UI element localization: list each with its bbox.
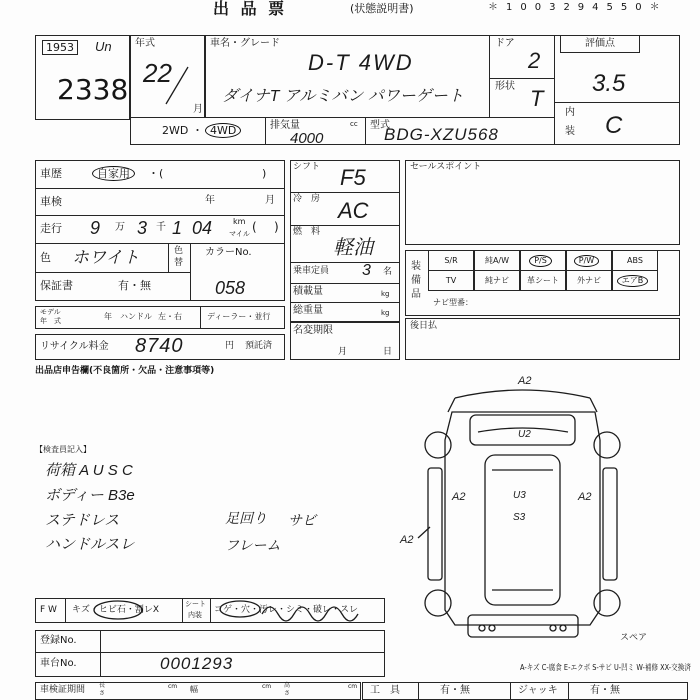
history-paren-close: ) <box>262 167 267 180</box>
equipment-item-label: 純A/W <box>484 256 510 265</box>
gross-weight-unit: kg <box>381 309 390 317</box>
fuel-value: 軽油 <box>333 237 373 259</box>
equipment-item <box>520 250 566 271</box>
interior-label-bottom: 装 <box>565 126 575 137</box>
recycle-unit: 円 <box>225 341 235 351</box>
registration-divider <box>100 630 101 653</box>
capacity-value: 3 <box>362 262 371 279</box>
handle-label: ハンドル <box>120 312 152 321</box>
equipment-item <box>428 270 474 291</box>
chassis-value: 0001293 <box>160 654 234 673</box>
certificate-length-top: 長 <box>99 682 106 689</box>
load-label: 積載量 <box>293 286 323 297</box>
mileage-paren-close: ) <box>274 220 279 234</box>
damage-mark: S3 <box>513 512 526 523</box>
side-step-right <box>603 468 617 580</box>
fw-seat-damage: コゲ・穴・汚レ・シミ・破レ・スレ <box>214 605 359 615</box>
score-value: 3.5 <box>592 70 626 97</box>
name-change-month: 月 <box>338 347 348 357</box>
damage-mark: A2 <box>578 491 592 503</box>
shape-label: 形状 <box>495 81 515 92</box>
tail-light <box>489 625 495 631</box>
damage-mark: A2 <box>452 491 466 503</box>
capacity-unit: 名 <box>383 267 393 277</box>
tail-light <box>560 625 566 631</box>
jack-label: ジャッキ <box>518 685 558 696</box>
mileage-sen: 3 <box>137 218 148 238</box>
displacement-value: 4000 <box>290 130 324 147</box>
color-number-value: 058 <box>215 278 246 298</box>
wheel-rear-left <box>425 590 451 616</box>
fw-divider <box>65 598 66 623</box>
equipment-label-1: 装 <box>411 261 421 272</box>
mileage-man: 9 <box>90 218 101 238</box>
jack-options: 有・無 <box>590 685 620 696</box>
inspector-note: 荷箱 A U S C <box>45 462 133 479</box>
vehicle-model: D-T 4WD <box>308 50 414 75</box>
model-code-label: 型式 <box>370 120 390 131</box>
fw-seat-top: シート <box>185 600 206 608</box>
tail-light <box>479 625 485 631</box>
mirror-arm-right <box>590 398 597 412</box>
fw-glass-damage: キズ・ヒビ石・割レX <box>72 605 159 615</box>
equipment-item-label: P/W <box>574 255 599 267</box>
certificate-unit: cm <box>348 683 358 690</box>
import-options: ディーラー・並行 <box>207 312 271 321</box>
spare-label: スペア <box>620 633 648 643</box>
inspector-note: ステドレス <box>45 512 120 529</box>
inspection-year-label: 年 <box>205 195 215 206</box>
serial-number: ＊1003294550＊ <box>488 2 668 13</box>
gross-weight-label: 総重量 <box>293 305 323 316</box>
capacity-label: 乗車定員 <box>293 266 330 276</box>
certificate-height-bottom: さ <box>284 690 291 697</box>
name-change-day: 日 <box>383 347 393 357</box>
equipment-item <box>428 250 474 271</box>
history-value: 自家用 <box>92 166 135 181</box>
equipment-item <box>474 250 520 271</box>
mileage-rest-a: 1 <box>172 218 183 238</box>
equipment-item-label: ABS <box>627 256 643 265</box>
inspector-note: 足回り <box>225 510 267 526</box>
score-label: 評価点 <box>585 38 615 49</box>
certificate-width-label: 幅 <box>190 685 198 694</box>
color-change-top: 色 <box>174 246 184 256</box>
recycle-value: 8740 <box>135 335 184 357</box>
mileage-paren-open: ( <box>252 220 257 234</box>
tail-light <box>550 625 556 631</box>
rear-bumper <box>468 615 578 637</box>
equipment-item <box>566 270 612 291</box>
shift-label: シフト <box>293 162 321 172</box>
later-payment-label: 後日払 <box>410 321 438 331</box>
drive-2wd: 2WD <box>162 124 189 137</box>
wheel-front-left <box>425 432 451 458</box>
equipment-item <box>474 270 520 291</box>
displacement-unit: cc <box>350 120 358 128</box>
jack-divider <box>568 682 569 700</box>
interior-label-top: 内 <box>565 107 575 118</box>
color-change-bottom: 替 <box>174 258 184 268</box>
inspection-label: 車検 <box>40 195 62 208</box>
mileage-man-label: 万 <box>115 222 125 233</box>
equipment-item-label: P/S <box>529 255 552 267</box>
handle-options: 左・右 <box>158 312 182 321</box>
certificate-unit: cm <box>262 683 272 690</box>
registration-label: 登録No. <box>40 635 77 646</box>
inspection-month-label: 月 <box>265 195 275 206</box>
sales-point-box <box>405 160 680 245</box>
equipment-item <box>566 250 612 271</box>
vehicle-outline <box>445 412 600 625</box>
color-label: 色 <box>40 251 51 264</box>
lot-mark: Un <box>95 39 112 54</box>
tools-divider <box>418 682 419 700</box>
drive-4wd: 4WD <box>205 123 241 138</box>
damage-mark: A2 <box>400 534 414 546</box>
mileage-rest-b: 04 <box>192 218 213 238</box>
model-code-value: BDG-XZU568 <box>384 125 499 144</box>
displacement-label: 排気量 <box>270 120 300 131</box>
seller-notes-label: 出品店申告欄(不良箇所・欠品・注意事項等) <box>35 366 215 376</box>
tools-options: 有・無 <box>440 685 470 696</box>
lot-code: 1953 <box>42 40 78 55</box>
sheet-title: 出 品 票 <box>213 0 288 18</box>
damage-mark: A2 <box>518 375 532 387</box>
shape-value: T <box>530 86 544 111</box>
year-label: 年式 <box>135 38 155 49</box>
inspector-note: サビ <box>288 512 316 528</box>
inspector-note: ボディー B3e <box>45 487 135 504</box>
vehicle-grade: ダイナT アルミバン パワーゲート <box>222 88 464 105</box>
inspector-note: ハンドルスレ <box>45 536 135 553</box>
sheet-subtitle: (状態説明書) <box>350 2 414 15</box>
equipment-label-2: 備 <box>411 275 421 286</box>
fw-seat-bottom: 内装 <box>188 611 202 619</box>
year-value: 22 <box>143 58 172 88</box>
later-payment-box <box>405 318 680 360</box>
lot-number: 2338 <box>57 73 129 106</box>
name-change-label: 名変期限 <box>293 325 333 336</box>
side-step-left <box>428 468 442 580</box>
certificate-unit: cm <box>168 683 178 690</box>
wheel-front-right <box>594 432 620 458</box>
equipment-item-label: 外ナビ <box>577 276 601 285</box>
inspection-row <box>35 188 285 216</box>
mirror-arm-left <box>448 398 455 412</box>
fw-label: F W <box>40 605 57 615</box>
certificate-length-bottom: さ <box>99 690 106 697</box>
damage-pointer <box>418 527 430 538</box>
history-paren-open: ・( <box>148 167 164 180</box>
interior-value: C <box>605 112 623 139</box>
front-bumper <box>455 390 590 398</box>
door-label: ドア <box>495 38 515 49</box>
model-year-label-top: モデル <box>40 308 61 316</box>
fw-divider <box>182 598 183 623</box>
history-label: 車歴 <box>40 167 62 180</box>
inspector-note: フレーム <box>225 537 281 553</box>
model-year-divider <box>200 306 201 329</box>
chassis-divider <box>100 652 101 677</box>
aircon-value: AC <box>338 198 369 223</box>
mileage-label: 走行 <box>40 222 62 235</box>
registration-row <box>35 630 385 653</box>
drive-separator: ・ <box>192 124 203 137</box>
equipment-item-label: 革シート <box>527 276 559 285</box>
color-value: ホワイト <box>72 248 140 267</box>
fw-divider <box>210 598 211 623</box>
sales-point-label: セールスポイント <box>410 162 482 172</box>
color-number-label: カラーNo. <box>205 247 252 258</box>
mileage-unit-km: km <box>233 217 246 226</box>
navi-model-label: ナビ型番： <box>433 298 473 307</box>
mileage-sen-label: 千 <box>156 222 166 233</box>
shift-value: F5 <box>340 165 366 190</box>
equipment-item <box>520 270 566 291</box>
equipment-item-label: エアB <box>617 275 649 287</box>
load-unit: kg <box>381 290 390 298</box>
equipment-item-label: TV <box>445 276 457 285</box>
damage-legend: A-キズ C-腐食 E-エクボ S-サビ U-凹ミ W-補修 XX-交換済 <box>520 663 691 672</box>
warranty-label: 保証書 <box>40 279 73 292</box>
recycle-label: リサイクル料金 <box>40 341 109 352</box>
model-year-year-label: 年 <box>104 312 112 321</box>
year-month-label: 月 <box>193 104 203 115</box>
equipment-item <box>612 270 658 291</box>
damage-mark: U3 <box>513 490 526 501</box>
windshield <box>478 428 568 432</box>
damage-mark: U2 <box>518 429 531 440</box>
vehicle-label: 車名・グレード <box>210 38 280 49</box>
door-value: 2 <box>528 48 541 73</box>
cab <box>470 415 575 445</box>
equipment-label-3: 品 <box>411 289 421 300</box>
warranty-options: 有・無 <box>118 279 151 292</box>
fuel-label: 燃 料 <box>293 227 321 237</box>
equipment-item-label: 純ナビ <box>485 276 509 285</box>
aircon-label: 冷 房 <box>293 194 321 204</box>
tools-label: 工 具 <box>370 685 400 696</box>
chassis-label: 車台No. <box>40 658 77 669</box>
equipment-item-label: S/R <box>444 256 458 265</box>
certificate-label: 車検証期間 <box>40 685 86 695</box>
certificate-height-top: 高 <box>284 682 291 689</box>
model-year-label-bottom: 年 式 <box>40 317 61 325</box>
equipment-item <box>612 250 658 271</box>
mileage-unit-mile: マイル <box>229 230 250 238</box>
recycle-status: 預託済 <box>245 341 273 351</box>
wheel-rear-right <box>594 590 620 616</box>
inspector-label: 【検査員記入】 <box>35 445 91 454</box>
cargo-box <box>485 455 560 605</box>
